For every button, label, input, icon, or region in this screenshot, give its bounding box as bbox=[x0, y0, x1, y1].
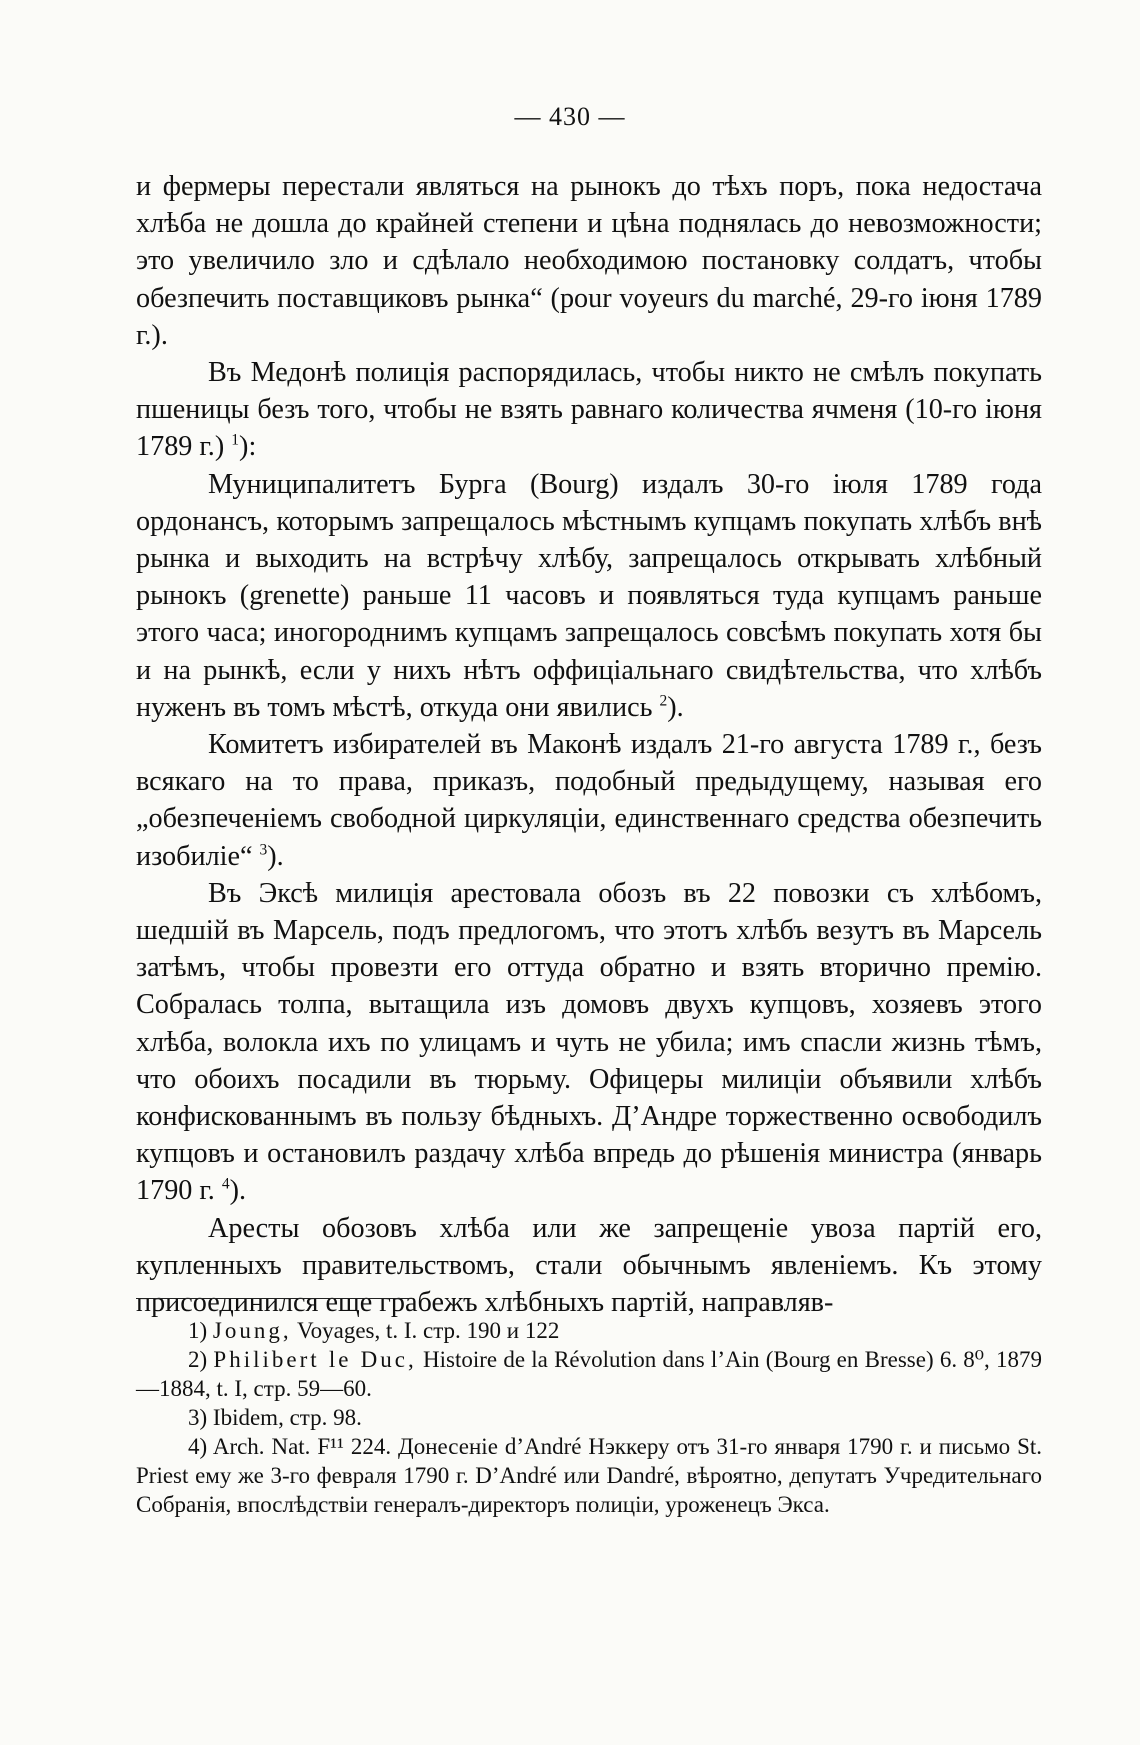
main-text bbox=[136, 168, 1042, 1321]
paragraph-6: Аресты обозовъ хлѣба или же запрещеніе увоза партій его, купленныхъ правительствомъ, стали обычнымъ явленіемъ. Къ этому присоединился еще грабежъ хлѣбныхъ партій, направляв- bbox=[136, 1212, 1042, 1319]
footnote-4: 4) Arch. Nat. F¹¹ 224. Донесеніе d’André Нэккеру отъ 31-го января 1790 г. и письмо St. Priest ему же 3-го февраля 1790 г. D’André или Dandré, вѣроятно, депутатъ Учредительнаго Собранія, впослѣдствіи генералъ-директоръ полиціи, уроженецъ Экса. bbox=[136, 1434, 1042, 1517]
footnote-divider bbox=[136, 1298, 414, 1299]
footnote-ref-1: 1 bbox=[231, 432, 240, 450]
footnote-1: 1) Joung, Voyages, t. I. стр. 190 и 122 bbox=[188, 1318, 560, 1343]
page-number: — 430 — bbox=[514, 102, 626, 131]
footnote-ref-3: 3 bbox=[259, 841, 268, 859]
footnote-ref-2: 2 bbox=[659, 692, 668, 710]
paragraph-5: Въ Эксѣ милиція арестовала обозъ въ 22 повозки съ хлѣбомъ, шедшій въ Марсель, подъ предлогомъ, что этотъ хлѣбъ везутъ въ Марсель затѣмъ, чтобы провезти его оттуда обратно и взять вторично премію. Собралась толпа, вытащила изъ домовъ двухъ купцовъ, хозяевъ этого хлѣба, волокла ихъ по улицамъ и чуть не убила; имъ спасли жизнь тѣмъ, что обоихъ посадили въ тюрьму. Офицеры милиціи объявили хлѣбъ конфискованнымъ въ пользу бѣдныхъ. Д’Андре торжественно освободилъ купцовъ и остановилъ раздачу хлѣба впредь до рѣшенія министра (январь 1790 г. $^4$). bbox=[136, 877, 1042, 1207]
paragraph-3: Муниципалитетъ Бурга (Bourg) издалъ 30-го іюля 1789 года ордонансъ, которымъ запрещалось мѣстнымъ купцамъ покупать хлѣбъ внѣ рынка и выходить на встрѣчу хлѣбу, запрещалось открывать хлѣбный рынокъ (grenette) раньше 11 часовъ и появляться туда купцамъ раньше этого часа; иногороднимъ купцамъ запрещалось совсѣмъ покупать хотя бы и на рынкѣ, если у нихъ нѣтъ оффиціальнаго свидѣтельства, что хлѣбъ нуженъ въ томъ мѣстѣ, откуда они явились $^2$). bbox=[136, 468, 1042, 723]
footnote-ref-4: 4 bbox=[221, 1176, 230, 1194]
footnotes bbox=[136, 1316, 1042, 1519]
footnote-2: 2) Philibert le Duc, Histoire de la Révolution dans l’Ain (Bourg en Bresse) 6. 8⁰, 1879—1884, t. I, стр. 59—60. bbox=[136, 1347, 1043, 1401]
paragraph-4: Комитетъ избирателей въ Маконѣ издалъ 21-го августа 1789 г., безъ всякаго на то права, приказъ, подобный предыдущему, называя его „обезпеченіемъ свободной циркуляціи, единственнаго средства обезпечить изобиліе“ $^3$). bbox=[136, 729, 1042, 872]
paragraph-2: Въ Медонѣ полиція распорядилась, чтобы никто не смѣлъ покупать пшеницы безъ того, чтобы не взять равнаго количества ячменя (10-го іюня 1789 г.) $^1$): bbox=[136, 357, 1042, 463]
footnote-3: 3) Ibidem, стр. 98. bbox=[188, 1405, 362, 1430]
paragraph-1: и фермеры перестали являться на рынокъ до тѣхъ поръ, пока недостача хлѣба не дошла до крайней степени и цѣна поднялась до невозможности; это увеличило зло и сдѣлало необходимою постановку солдатъ, чтобы обезпечить поставщиковъ рынка“ (pour voyeurs du marché, 29-го іюня 1789 г.). bbox=[136, 171, 1042, 351]
